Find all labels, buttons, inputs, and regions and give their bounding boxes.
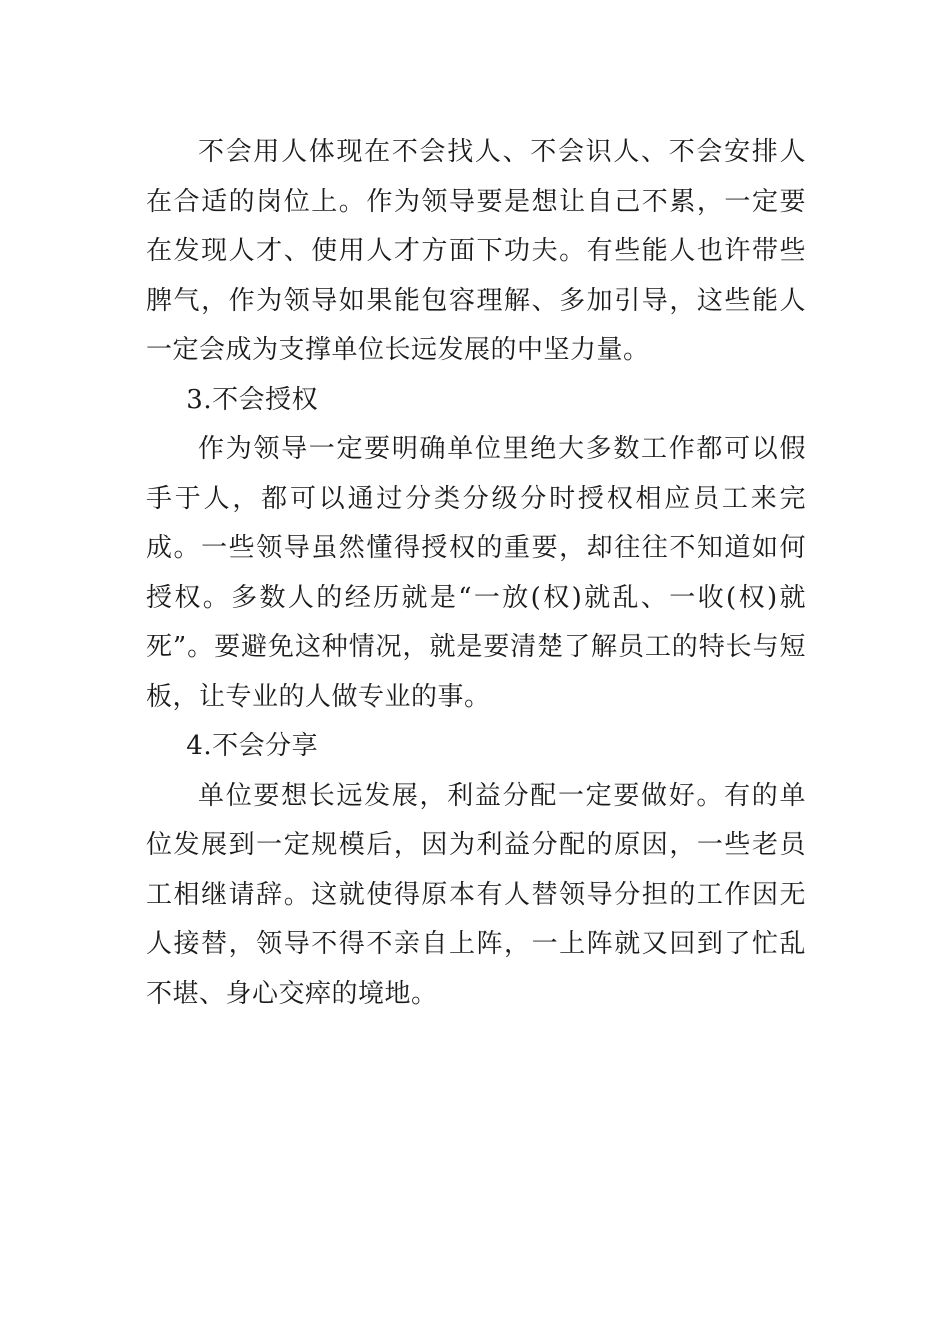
- paragraph-delegation: 作为领导一定要明确单位里绝大多数工作都可以假手于人，都可以通过分类分级分时授权相应员工来完成。一些领导虽然懂得授权的重要，却往往不知道如何授权。多数人的经历就是“一放(权)就乱、一收(权)就死”。要避免这种情况，就是要清楚了解员工的特长与短板，让专业的人做专业的事。: [146, 434, 806, 712]
- document-body: [146, 128, 806, 1019]
- section-heading-sharing: 4.不会分享: [186, 731, 319, 761]
- paragraph-hiring: 不会用人体现在不会找人、不会识人、不会安排人在合适的岗位上。作为领导要是想让自己不累，一定要在发现人才、使用人才方面下功夫。有些能人也许带些脾气，作为领导如果能包容理解、多加引导，这些能人一定会成为支撑单位长远发展的中坚力量。: [146, 137, 806, 365]
- section-heading-delegation: 3.不会授权: [186, 384, 319, 415]
- paragraph-sharing: 单位要想长远发展，利益分配一定要做好。有的单位发展到一定规模后，因为利益分配的原因，一些老员工相继请辞。这就使得原本有人替领导分担的工作因无人接替，领导不得不亲自上阵，一上阵就又回到了忙乱不堪、身心交瘁的境地。: [146, 780, 806, 1009]
